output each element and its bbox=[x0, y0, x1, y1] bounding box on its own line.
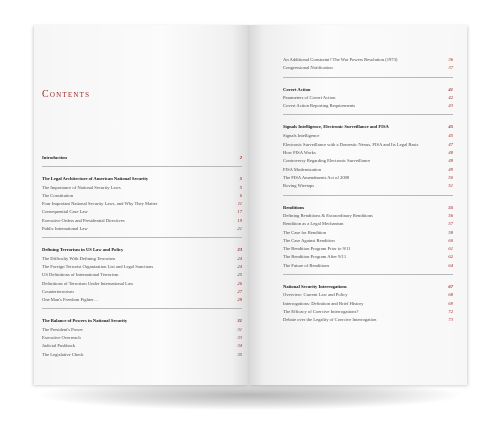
toc-entry-label: Definitions of Terrorism Under International Law bbox=[42, 280, 134, 286]
toc-entry[interactable] bbox=[283, 212, 453, 220]
toc-entry[interactable] bbox=[42, 342, 242, 350]
toc-section bbox=[283, 56, 453, 78]
toc-page-number: 50 bbox=[448, 175, 453, 181]
toc-entry-label: Overview: Current Law and Policy bbox=[283, 292, 348, 298]
toc-entry-label: Signals Intelligence, Electronic Surveillance and FISA bbox=[283, 124, 389, 130]
toc-page-number: 58 bbox=[448, 229, 453, 235]
toc-section-heading[interactable] bbox=[283, 86, 453, 94]
toc-entry[interactable] bbox=[42, 192, 242, 200]
right-page bbox=[249, 25, 467, 385]
toc-entry[interactable] bbox=[283, 132, 453, 140]
toc-page-number: 69 bbox=[448, 300, 453, 306]
toc-section bbox=[42, 175, 242, 238]
toc-entry[interactable] bbox=[283, 291, 453, 299]
toc-entry-label: Executive Orders and Presidential Directives bbox=[42, 217, 125, 223]
toc-section-heading[interactable] bbox=[283, 283, 453, 291]
toc-entry-label: Consequential Case Law bbox=[42, 209, 88, 215]
toc-entry-label: The Legislative Check bbox=[42, 351, 84, 357]
toc-page-number: 61 bbox=[448, 246, 453, 252]
toc-entry-label: Counterterrorism bbox=[42, 288, 74, 294]
toc-entry[interactable] bbox=[283, 157, 453, 165]
toc-entry-label: The President's Power bbox=[42, 326, 83, 332]
toc-entry[interactable] bbox=[42, 263, 242, 271]
toc-entry-label: Controversy Regarding Electronic Surveillance bbox=[283, 158, 371, 164]
toc-section bbox=[283, 283, 453, 328]
toc-page-number: 24 bbox=[237, 255, 242, 261]
toc-page-number: 11 bbox=[237, 201, 242, 207]
toc-entry[interactable] bbox=[42, 200, 242, 208]
toc-page-number: 23 bbox=[237, 247, 242, 253]
toc-entry-label: Renditions bbox=[283, 204, 305, 210]
toc-entry-label: The FISA Amendments Act of 2008 bbox=[283, 175, 350, 181]
toc-entry-label: The Efficacy of Coercive Interrogations? bbox=[283, 308, 359, 314]
toc-section-heading[interactable] bbox=[42, 175, 242, 183]
toc-page-number: 45 bbox=[448, 132, 453, 138]
toc-entry-label: Signals Intelligence bbox=[283, 132, 320, 138]
toc-entry-label: The Legal Architecture of American National Security bbox=[42, 176, 149, 182]
toc-entry[interactable] bbox=[283, 102, 453, 110]
toc-entry[interactable] bbox=[42, 184, 242, 192]
toc-entry-label: Introduction bbox=[42, 155, 67, 160]
toc-entry[interactable] bbox=[283, 300, 453, 308]
toc-section-heading[interactable] bbox=[283, 204, 453, 212]
toc-section bbox=[283, 86, 453, 116]
toc-entry[interactable] bbox=[42, 288, 242, 296]
toc-entry-label: Rendition as a Legal Mechanism bbox=[283, 221, 344, 227]
toc-page-number: 43 bbox=[448, 103, 453, 109]
toc-entry-label: Defining Terrorism in US Law and Policy bbox=[42, 247, 124, 253]
toc-entry-label: Parameters of Covert Action bbox=[283, 94, 336, 100]
toc-entry-label: Executive Overreach bbox=[42, 335, 81, 341]
toc-entry[interactable] bbox=[42, 296, 242, 304]
toc-entry[interactable] bbox=[283, 182, 453, 190]
toc-entry[interactable] bbox=[283, 142, 453, 148]
toc-page-number: 21 bbox=[237, 226, 242, 232]
toc-page-number: 48 bbox=[448, 158, 453, 164]
toc-page-number: 72 bbox=[448, 308, 453, 314]
toc-page-number: 28 bbox=[237, 297, 242, 303]
toc-entry-label: The Future of Renditions bbox=[283, 262, 330, 268]
toc-entry-label: Four Important National Security Laws, and Why They Matter bbox=[42, 201, 158, 207]
toc-entry[interactable] bbox=[283, 253, 453, 261]
toc-page-number: 42 bbox=[448, 94, 453, 100]
toc-page-number: 56 bbox=[448, 212, 453, 218]
toc-entry-label: The Rendition Program Prior to 9/11 bbox=[283, 246, 351, 252]
toc-entry-label: Defining Renditions & Extraordinary Renditions bbox=[283, 212, 373, 218]
toc-entry[interactable] bbox=[42, 280, 242, 288]
toc-entry[interactable] bbox=[42, 217, 242, 225]
toc-page-number: 27 bbox=[237, 288, 242, 294]
toc-entry[interactable] bbox=[42, 208, 242, 216]
toc-entry[interactable] bbox=[283, 64, 453, 72]
toc-entry[interactable] bbox=[283, 56, 453, 64]
toc-entry-label: The Constitution bbox=[42, 192, 74, 198]
toc-entry-label: One Man's Freedom Fighter… bbox=[42, 297, 99, 303]
toc-page-number: 6 bbox=[239, 192, 242, 198]
toc-page-number: 62 bbox=[448, 254, 453, 260]
toc-entry-label: The Foreign Terrorist Organization List and Legal Sanctions bbox=[42, 263, 154, 269]
toc-page-number: 5 bbox=[239, 176, 242, 182]
toc-entry-label: US Definitions of International Terrorism bbox=[42, 272, 119, 278]
toc-entry[interactable] bbox=[42, 334, 242, 342]
toc-page-number: 31 bbox=[237, 318, 242, 324]
toc-entry[interactable] bbox=[283, 229, 453, 237]
toc-section bbox=[283, 123, 453, 195]
toc-section-heading[interactable] bbox=[42, 154, 242, 162]
toc-entry-label: FISA Modernization bbox=[283, 166, 321, 172]
toc-page-number: 25 bbox=[237, 272, 242, 278]
toc-entry-label: National Security Interrogations bbox=[283, 284, 347, 290]
toc-page-number: 68 bbox=[448, 292, 453, 298]
toc-entry[interactable] bbox=[283, 220, 453, 228]
toc-page-number: 26 bbox=[237, 280, 242, 286]
toc-page-number: 64 bbox=[448, 262, 453, 268]
toc-entry[interactable] bbox=[283, 94, 453, 102]
toc-page-number: 24 bbox=[237, 263, 242, 269]
toc-page-number: 17 bbox=[237, 209, 242, 215]
toc-page-number: 33 bbox=[237, 335, 242, 341]
toc-entry[interactable] bbox=[42, 351, 242, 359]
toc-page-number: 73 bbox=[448, 317, 453, 323]
toc-entry-label: Interrogations: Definition and Brief History bbox=[283, 300, 364, 306]
left-toc bbox=[42, 154, 242, 371]
toc-section bbox=[42, 246, 242, 309]
toc-entry-label: The Difficulty With Defining Terrorism bbox=[42, 255, 115, 261]
toc-section bbox=[42, 154, 242, 167]
toc-page-number: 55 bbox=[448, 204, 453, 210]
toc-entry[interactable] bbox=[42, 271, 242, 279]
toc-entry-label: Covert Action bbox=[283, 86, 311, 92]
toc-entry-label: An Additional Constraint? The War Powers Resolution (1973) bbox=[283, 57, 398, 62]
left-page bbox=[34, 25, 249, 385]
toc-entry-label: Public International Law bbox=[42, 226, 88, 232]
toc-entry-label: The Case Against Rendition bbox=[283, 237, 335, 243]
toc-section-heading[interactable] bbox=[283, 123, 453, 131]
toc-section-heading[interactable] bbox=[42, 317, 242, 325]
toc-page-number: 47 bbox=[448, 141, 453, 147]
toc-entry[interactable] bbox=[283, 245, 453, 253]
toc-page-number: 36 bbox=[448, 57, 453, 62]
toc-page-number: 51 bbox=[448, 183, 453, 189]
toc-page-number: 67 bbox=[448, 284, 453, 290]
toc-page-number: 35 bbox=[237, 351, 242, 357]
toc-page-number: 31 bbox=[237, 326, 242, 332]
toc-entry-label: The Case for Rendition bbox=[283, 229, 326, 235]
toc-page-number: 19 bbox=[237, 217, 242, 223]
toc-page-number: 34 bbox=[237, 343, 242, 349]
toc-section bbox=[283, 204, 453, 275]
toc-entry[interactable] bbox=[283, 166, 453, 174]
toc-page-number: 37 bbox=[448, 65, 453, 71]
right-toc bbox=[283, 56, 453, 337]
toc-entry[interactable] bbox=[283, 316, 453, 324]
toc-page-number: 2 bbox=[239, 155, 242, 160]
toc-page-number: 41 bbox=[448, 86, 453, 92]
toc-entry-label: Congressional Notification bbox=[283, 65, 333, 71]
toc-entry[interactable] bbox=[283, 174, 453, 182]
toc-entry[interactable] bbox=[283, 237, 453, 245]
toc-entry-label: The Rendition Program After 9/11 bbox=[283, 254, 347, 260]
toc-entry-label: The Balance of Powers in National Security bbox=[42, 318, 128, 324]
toc-entry-label: Covert Action Reporting Requirements bbox=[283, 103, 356, 109]
toc-page-number: 49 bbox=[448, 166, 453, 172]
toc-entry-label: The Importance of National Security Laws bbox=[42, 184, 121, 190]
toc-entry[interactable] bbox=[42, 326, 242, 334]
toc-entry[interactable] bbox=[42, 225, 242, 233]
toc-entry-label: Judicial Pushback bbox=[42, 343, 76, 349]
contents-title: Contents bbox=[42, 89, 91, 100]
toc-entry[interactable] bbox=[283, 262, 453, 270]
toc-section-heading[interactable] bbox=[42, 246, 242, 254]
toc-entry-label: Roving Wiretaps bbox=[283, 183, 314, 189]
toc-page-number: 45 bbox=[448, 124, 453, 130]
toc-entry[interactable] bbox=[283, 149, 453, 157]
toc-page-number: 60 bbox=[448, 237, 453, 243]
toc-entry-label: Debate over the Legality of Coercive Interrogation bbox=[283, 317, 377, 323]
toc-entry[interactable] bbox=[283, 308, 453, 316]
toc-section bbox=[42, 317, 242, 362]
toc-entry[interactable] bbox=[42, 255, 242, 263]
toc-page-number: 5 bbox=[239, 184, 242, 190]
toc-entry-label: How FISA Works bbox=[283, 150, 316, 156]
toc-page-number: 57 bbox=[448, 221, 453, 227]
toc-page-number: 48 bbox=[448, 150, 453, 156]
toc-entry-label: Electronic Surveillance with a Domestic Nexus, FISA and Its Legal Basis bbox=[283, 141, 419, 147]
